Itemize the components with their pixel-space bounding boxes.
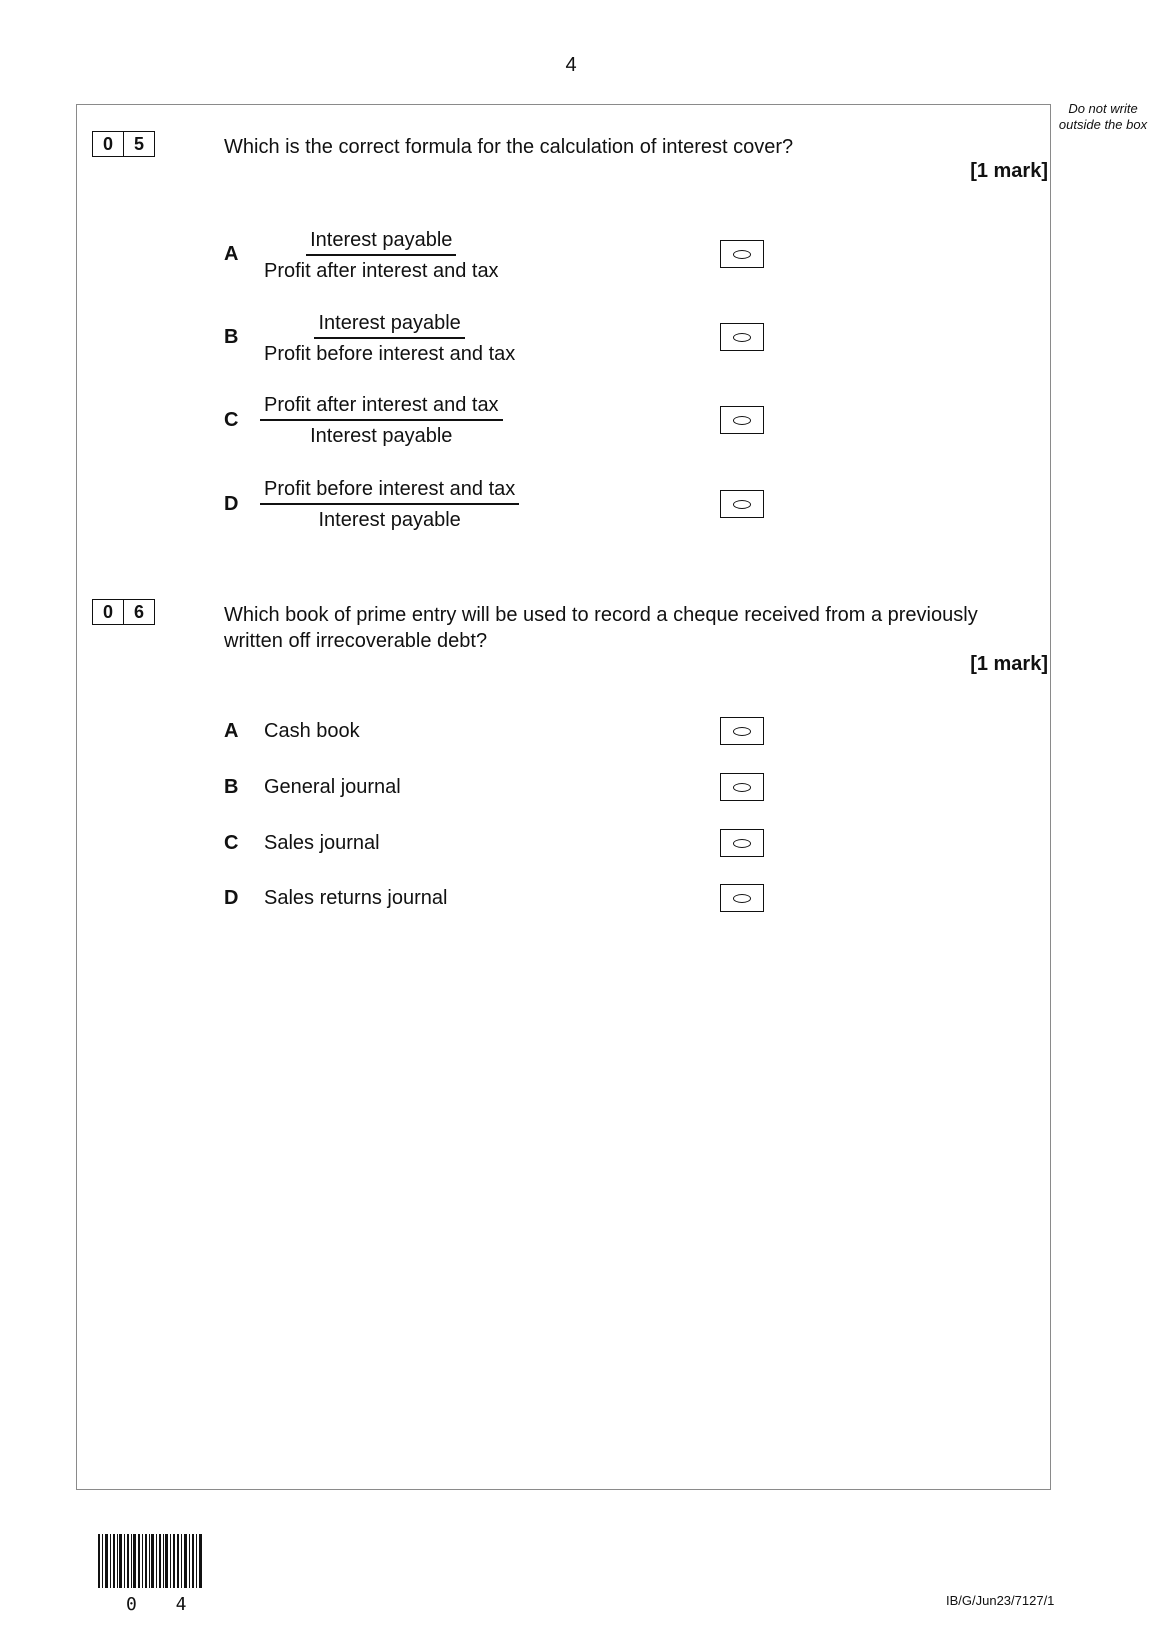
page-number: 4 bbox=[565, 54, 577, 76]
fraction-numerator: Profit before interest and tax bbox=[260, 477, 519, 505]
fraction-denominator: Profit after interest and tax bbox=[264, 260, 499, 282]
question-number-digit: 0 bbox=[102, 134, 113, 154]
barcode-digits: 0 4 bbox=[126, 1594, 201, 1615]
fraction-numerator: Interest payable bbox=[306, 228, 456, 256]
answer-box-05-a[interactable] bbox=[720, 240, 764, 268]
question-number-box-05 bbox=[92, 131, 155, 157]
option-letter-b: B bbox=[224, 326, 239, 348]
answer-box-05-c[interactable] bbox=[720, 406, 764, 434]
option-text: Cash book bbox=[264, 720, 360, 742]
option-letter-a: A bbox=[224, 720, 239, 742]
question-05-text: Which is the correct formula for the calculation of interest cover? bbox=[224, 136, 794, 158]
question-06-text-line: written off irrecoverable debt? bbox=[224, 630, 488, 652]
fraction-denominator: Interest payable bbox=[318, 509, 461, 531]
option-c-fraction bbox=[260, 393, 503, 448]
answer-box-06-b[interactable] bbox=[720, 773, 764, 801]
option-text: Sales returns journal bbox=[264, 887, 448, 909]
answer-box-05-d[interactable] bbox=[720, 490, 764, 518]
option-letter-c: C bbox=[224, 409, 239, 431]
option-letter-c: C bbox=[224, 832, 239, 854]
question-number-digit: 6 bbox=[123, 600, 154, 624]
option-d-fraction bbox=[260, 477, 519, 532]
option-letter-d: D bbox=[224, 887, 239, 909]
option-text: General journal bbox=[264, 776, 401, 798]
answer-box-06-c[interactable] bbox=[720, 829, 764, 857]
lozenge-icon bbox=[733, 839, 751, 848]
question-number-digit: 5 bbox=[123, 132, 154, 156]
question-number-box-06 bbox=[92, 599, 155, 625]
answer-box-06-d[interactable] bbox=[720, 884, 764, 912]
option-letter-a: A bbox=[224, 243, 239, 265]
lozenge-icon bbox=[733, 783, 751, 792]
question-06-text bbox=[224, 602, 978, 654]
lozenge-icon bbox=[733, 250, 751, 259]
question-06-text-line: Which book of prime entry will be used to record a cheque received from a previously bbox=[224, 604, 978, 626]
option-text: Sales journal bbox=[264, 832, 380, 854]
margin-note: Do not write outside the box bbox=[1058, 101, 1148, 132]
fraction-denominator: Interest payable bbox=[310, 425, 453, 447]
lozenge-icon bbox=[733, 727, 751, 736]
fraction-denominator: Profit before interest and tax bbox=[264, 343, 516, 365]
answer-box-06-a[interactable] bbox=[720, 717, 764, 745]
fraction-numerator: Profit after interest and tax bbox=[260, 393, 503, 421]
lozenge-icon bbox=[733, 333, 751, 342]
lozenge-icon bbox=[733, 500, 751, 509]
lozenge-icon bbox=[733, 416, 751, 425]
option-letter-b: B bbox=[224, 776, 239, 798]
question-number-digit: 0 bbox=[102, 602, 113, 622]
question-05-marks: [1 mark] bbox=[970, 160, 1048, 182]
question-06-marks: [1 mark] bbox=[970, 653, 1048, 675]
option-a-fraction bbox=[260, 228, 503, 283]
answer-frame bbox=[76, 104, 1051, 1490]
answer-box-05-b[interactable] bbox=[720, 323, 764, 351]
barcode-image bbox=[98, 1534, 204, 1588]
fraction-numerator: Interest payable bbox=[314, 311, 464, 339]
option-b-fraction bbox=[260, 311, 519, 366]
lozenge-icon bbox=[733, 894, 751, 903]
paper-reference: IB/G/Jun23/7127/1 bbox=[946, 1593, 1055, 1608]
option-letter-d: D bbox=[224, 493, 239, 515]
